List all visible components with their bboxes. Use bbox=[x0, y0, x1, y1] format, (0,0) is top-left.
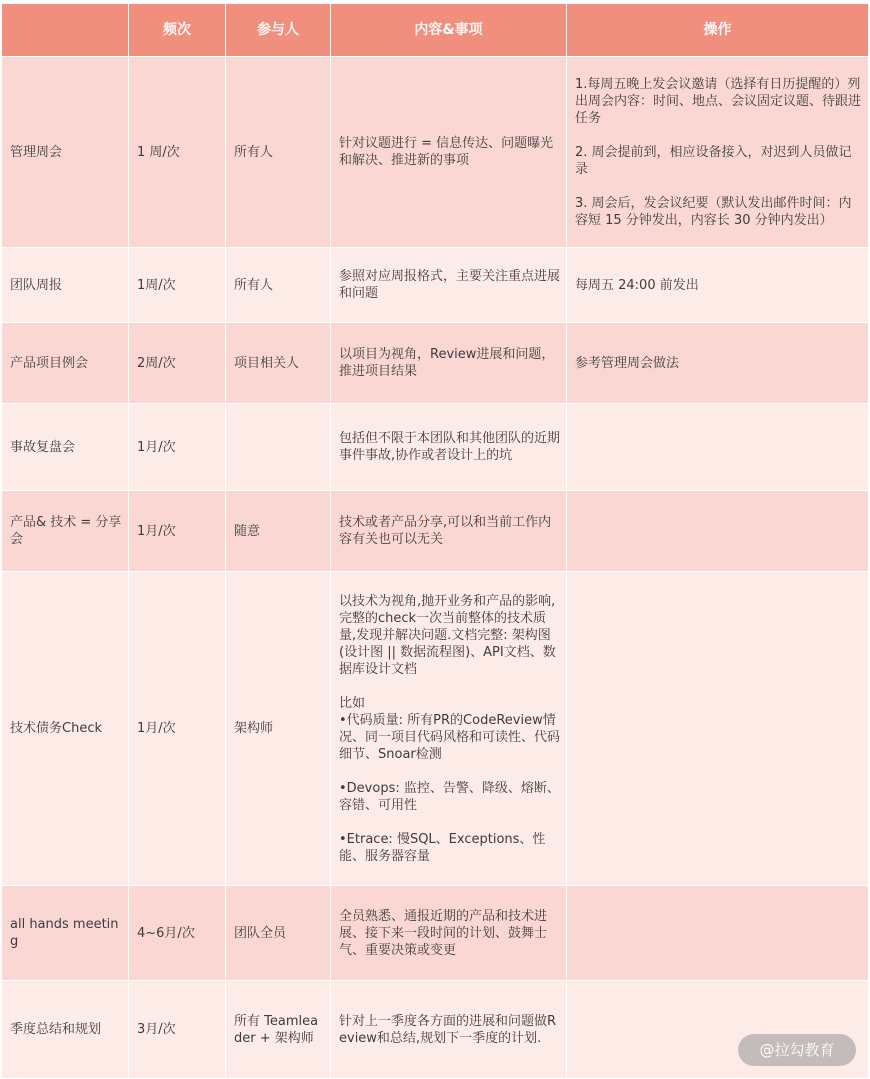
meeting-name: all hands meeting bbox=[2, 886, 129, 981]
header-participants: 参与人 bbox=[226, 4, 331, 57]
table-row bbox=[2, 57, 869, 248]
header-operation: 操作 bbox=[567, 4, 869, 57]
meeting-content: 以技术为视角,抛开业务和产品的影响,完整的check一次当前整体的技术质量,发现并解决问题.文档完整: 架构图(设计图 || 数据流程图)、API文档、数据库设计文档 比如 •代码质量: 所有PR的CodeReview情况、同一项目代码风格和可读性、代码细节、Snoar检测 •Devops: 监控、告警、降级、熔断、容错、可用性 •Etrace: 慢SQL、Exceptions、性能、服务器容量 bbox=[331, 572, 567, 886]
meeting-content: 以项目为视角，Review进展和问题，推进项目结果 bbox=[331, 323, 567, 404]
meeting-content: 针对议题进行 = 信息传达、问题曝光和解决、推进新的事项 bbox=[331, 57, 567, 248]
meeting-participants: 所有人 bbox=[226, 248, 331, 323]
table-row bbox=[2, 248, 869, 323]
meeting-frequency: 1周/次 bbox=[129, 248, 226, 323]
table-row bbox=[2, 323, 869, 404]
meeting-name: 团队周报 bbox=[2, 248, 129, 323]
table-row bbox=[2, 491, 869, 572]
watermark-badge: @拉勾教育 bbox=[738, 1034, 856, 1066]
meeting-operation bbox=[567, 404, 869, 491]
meeting-operation: 每周五 24:00 前发出 bbox=[567, 248, 869, 323]
meeting-name: 季度总结和规划 bbox=[2, 981, 129, 1079]
meeting-name: 产品项目例会 bbox=[2, 323, 129, 404]
meeting-operation bbox=[567, 886, 869, 981]
meeting-schedule-table bbox=[1, 3, 869, 1079]
meeting-participants: 项目相关人 bbox=[226, 323, 331, 404]
meeting-participants: 所有人 bbox=[226, 57, 331, 248]
meeting-frequency: 4~6月/次 bbox=[129, 886, 226, 981]
table-row bbox=[2, 572, 869, 886]
meeting-participants: 随意 bbox=[226, 491, 331, 572]
header-meeting bbox=[2, 4, 129, 57]
meeting-participants bbox=[226, 404, 331, 491]
meeting-content: 技术或者产品分享,可以和当前工作内容有关也可以无关 bbox=[331, 491, 567, 572]
meeting-operation bbox=[567, 572, 869, 886]
meeting-frequency: 2周/次 bbox=[129, 323, 226, 404]
table-row bbox=[2, 404, 869, 491]
meeting-operation: 参考管理周会做法 bbox=[567, 323, 869, 404]
meeting-name: 事故复盘会 bbox=[2, 404, 129, 491]
meeting-frequency: 1月/次 bbox=[129, 404, 226, 491]
meeting-participants: 所有 Teamleader + 架构师 bbox=[226, 981, 331, 1079]
meeting-operation bbox=[567, 491, 869, 572]
meeting-frequency: 1月/次 bbox=[129, 491, 226, 572]
meeting-name: 技术债务Check bbox=[2, 572, 129, 886]
meeting-frequency: 3月/次 bbox=[129, 981, 226, 1079]
meeting-operation: 1.每周五晚上发会议邀请（选择有日历提醒的）列出周会内容：时间、地点、会议固定议题、待跟进任务 2. 周会提前到，相应设备接入，对迟到人员做记录 3. 周会后，发会议纪要（默认发出邮件时间：内容短 15 分钟发出，内容长 30 分钟内发出） bbox=[567, 57, 869, 248]
table-row bbox=[2, 886, 869, 981]
meeting-content: 参照对应周报格式，主要关注重点进展和问题 bbox=[331, 248, 567, 323]
meeting-content: 针对上一季度各方面的进展和问题做Review和总结,规划下一季度的计划. bbox=[331, 981, 567, 1079]
header-frequency: 频次 bbox=[129, 4, 226, 57]
meeting-participants: 架构师 bbox=[226, 572, 331, 886]
meeting-participants: 团队全员 bbox=[226, 886, 331, 981]
table-header-row bbox=[2, 4, 869, 57]
header-content: 内容&事项 bbox=[331, 4, 567, 57]
meeting-content: 包括但不限于本团队和其他团队的近期事件事故,协作或者设计上的坑 bbox=[331, 404, 567, 491]
meeting-frequency: 1月/次 bbox=[129, 572, 226, 886]
meeting-content: 全员熟悉、通报近期的产品和技术进展、接下来一段时间的计划、鼓舞士气、重要决策或变更 bbox=[331, 886, 567, 981]
table-row bbox=[2, 981, 869, 1079]
meeting-name: 管理周会 bbox=[2, 57, 129, 248]
meeting-name: 产品& 技术 = 分享会 bbox=[2, 491, 129, 572]
meeting-frequency: 1 周/次 bbox=[129, 57, 226, 248]
